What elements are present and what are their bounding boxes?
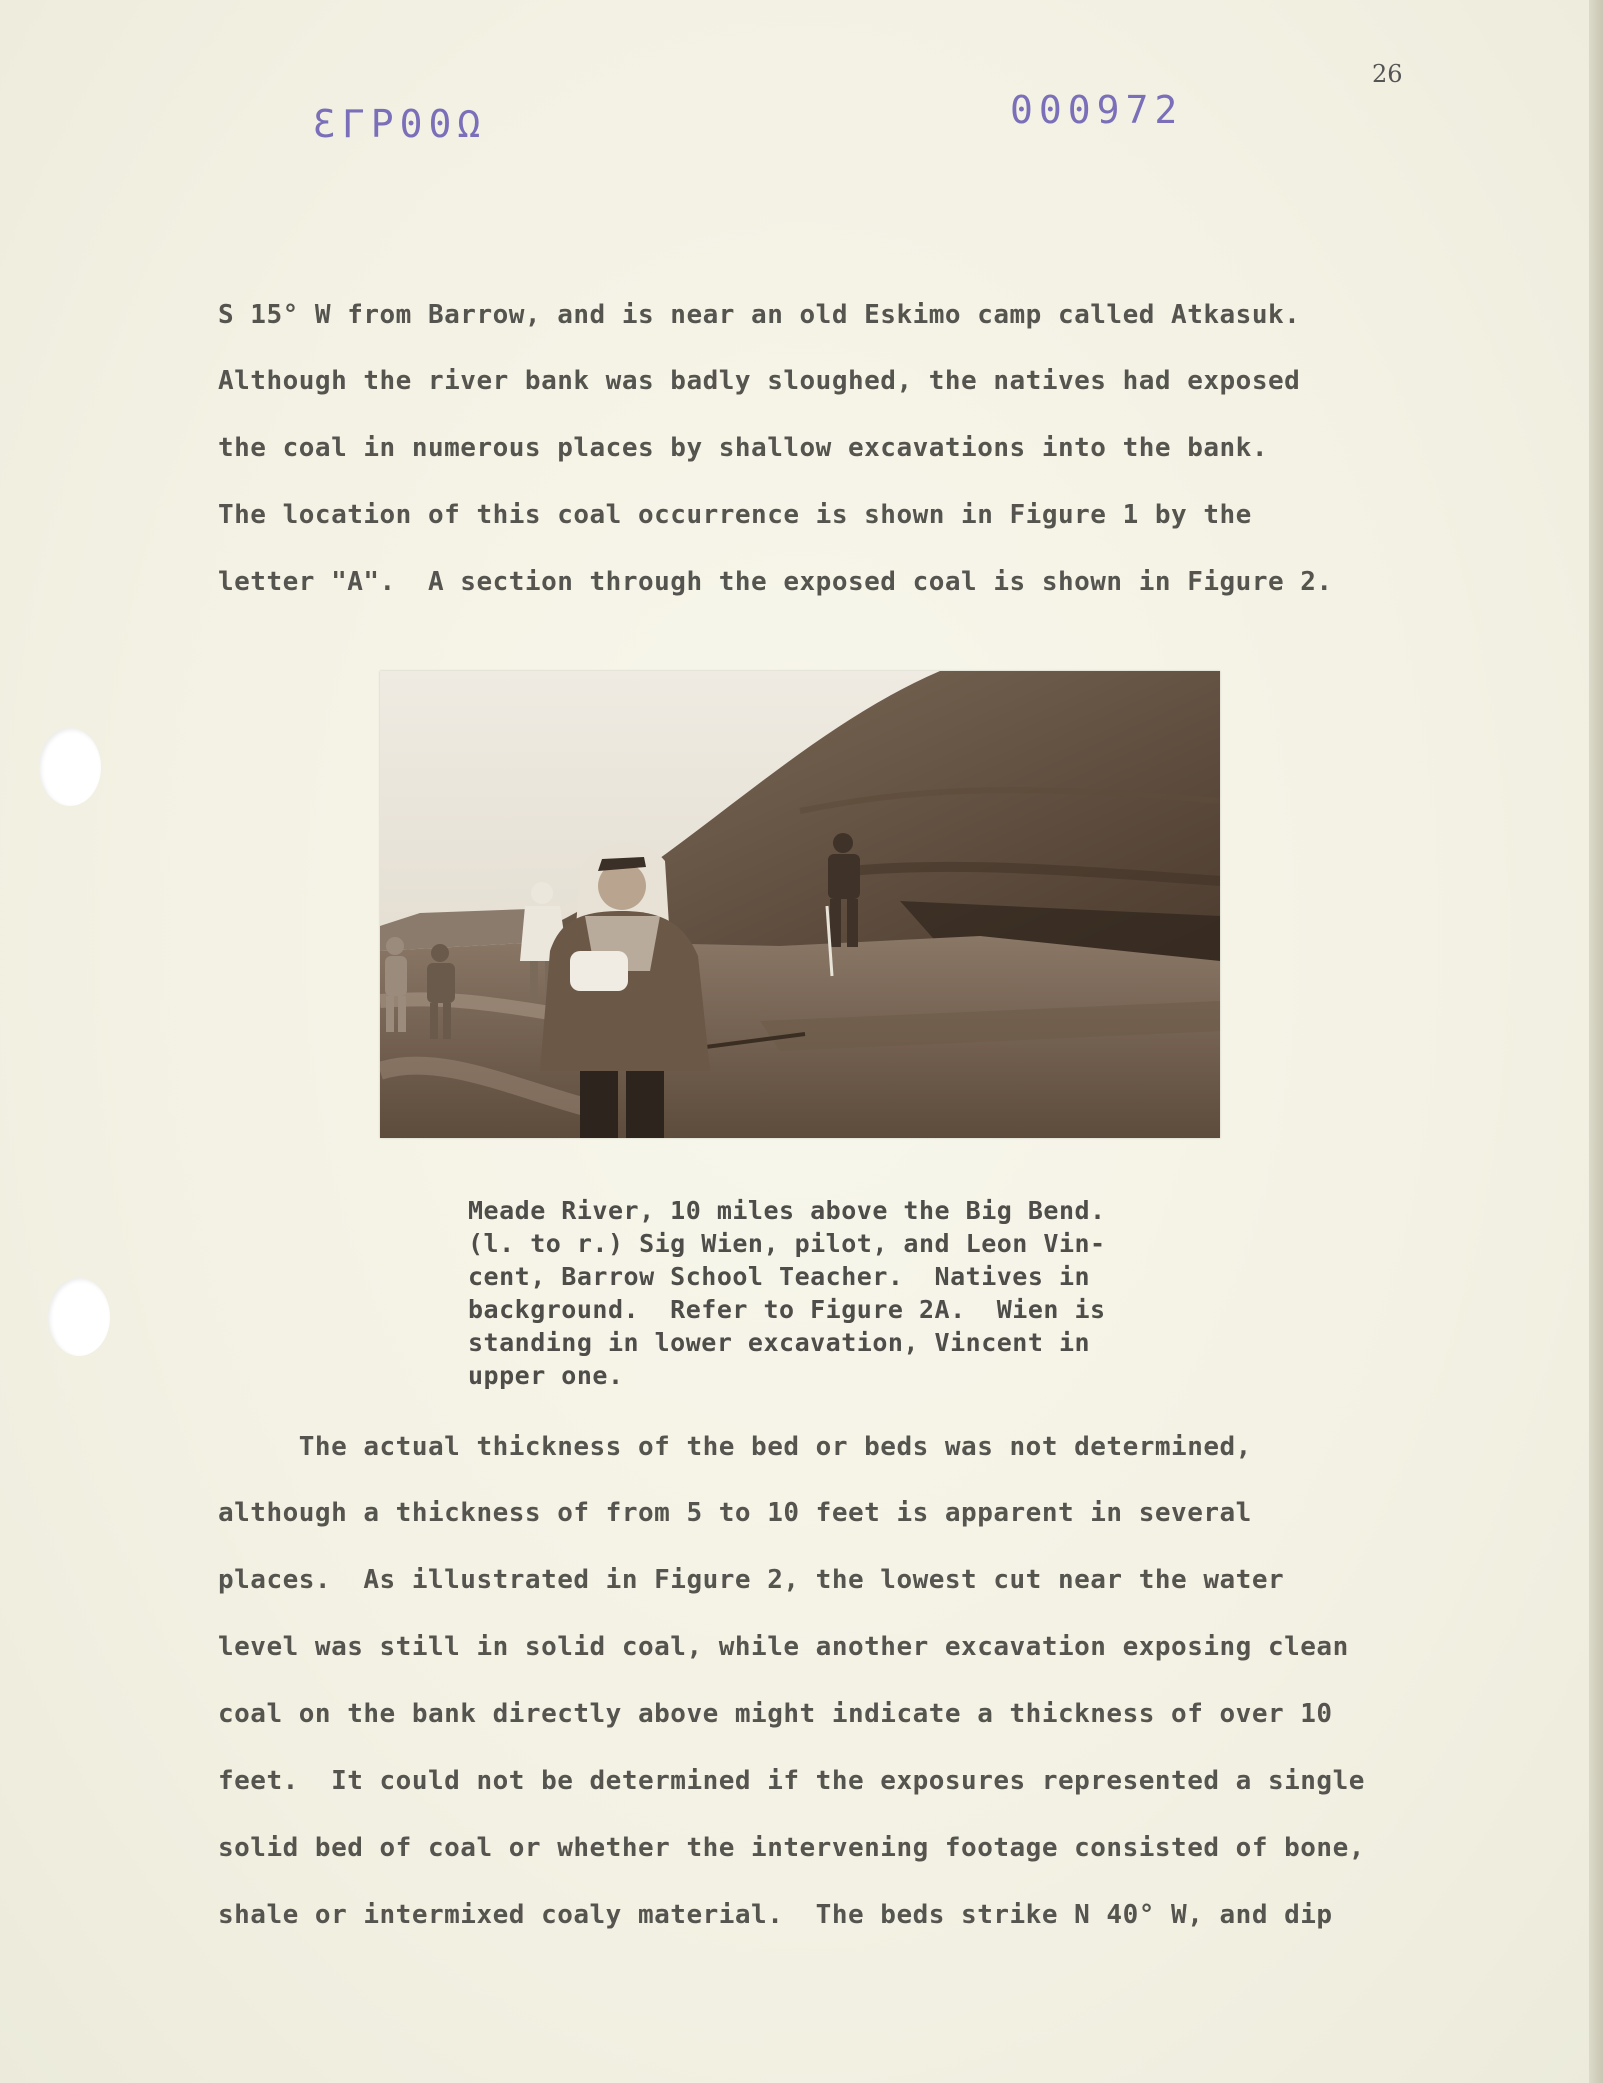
photo-illustration (380, 671, 1220, 1138)
photo-caption-line: upper one. (468, 1361, 624, 1390)
paragraph2-line: solid bed of coal or whether the intervening footage consisted of bone, (218, 1833, 1365, 1863)
paragraph2-line: places. As illustrated in Figure 2, the lowest cut near the water (218, 1565, 1285, 1595)
page-number: 26 (1372, 60, 1403, 88)
paragraph2-line: The actual thickness of the bed or beds was not determined, (218, 1432, 1252, 1462)
page-edge (1589, 0, 1603, 2083)
paragraph2-line: level was still in solid coal, while another excavation exposing clean (218, 1632, 1349, 1662)
photo-caption-line: background. Refer to Figure 2A. Wien is (468, 1295, 1106, 1324)
photo-caption-line: standing in lower excavation, Vincent in (468, 1328, 1091, 1357)
paragraph2-line: coal on the bank directly above might indicate a thickness of over 10 (218, 1699, 1333, 1729)
paragraph1-line: letter "A". A section through the exposed coal is shown in Figure 2. (218, 567, 1333, 597)
paragraph2-line: although a thickness of from 5 to 10 feet is apparent in several (218, 1498, 1252, 1528)
paragraph2-line: feet. It could not be determined if the exposures represented a single (218, 1766, 1365, 1796)
paragraph2-line: shale or intermixed coaly material. The beds strike N 40° W, and dip (218, 1900, 1333, 1930)
photo-caption-line: (l. to r.) Sig Wien, pilot, and Leon Vin- (468, 1229, 1106, 1258)
photo-caption-line: Meade River, 10 miles above the Big Bend. (468, 1196, 1106, 1225)
punch-hole-top (39, 728, 101, 806)
photo-caption-line: cent, Barrow School Teacher. Natives in (468, 1262, 1091, 1291)
stamp-left: ƐΓР00Ω (313, 102, 487, 146)
field-photograph (380, 671, 1220, 1138)
paragraph1-line: S 15° W from Barrow, and is near an old Eskimo camp called Atkasuk. (218, 300, 1301, 330)
paragraph1-line: the coal in numerous places by shallow excavations into the bank. (218, 433, 1268, 463)
punch-hole-bottom (48, 1278, 110, 1356)
paragraph1-line: The location of this coal occurrence is shown in Figure 1 by the (218, 500, 1252, 530)
paragraph1-line: Although the river bank was badly sloughed, the natives had exposed (218, 366, 1301, 396)
stamp-right: 000972 (1010, 88, 1184, 132)
